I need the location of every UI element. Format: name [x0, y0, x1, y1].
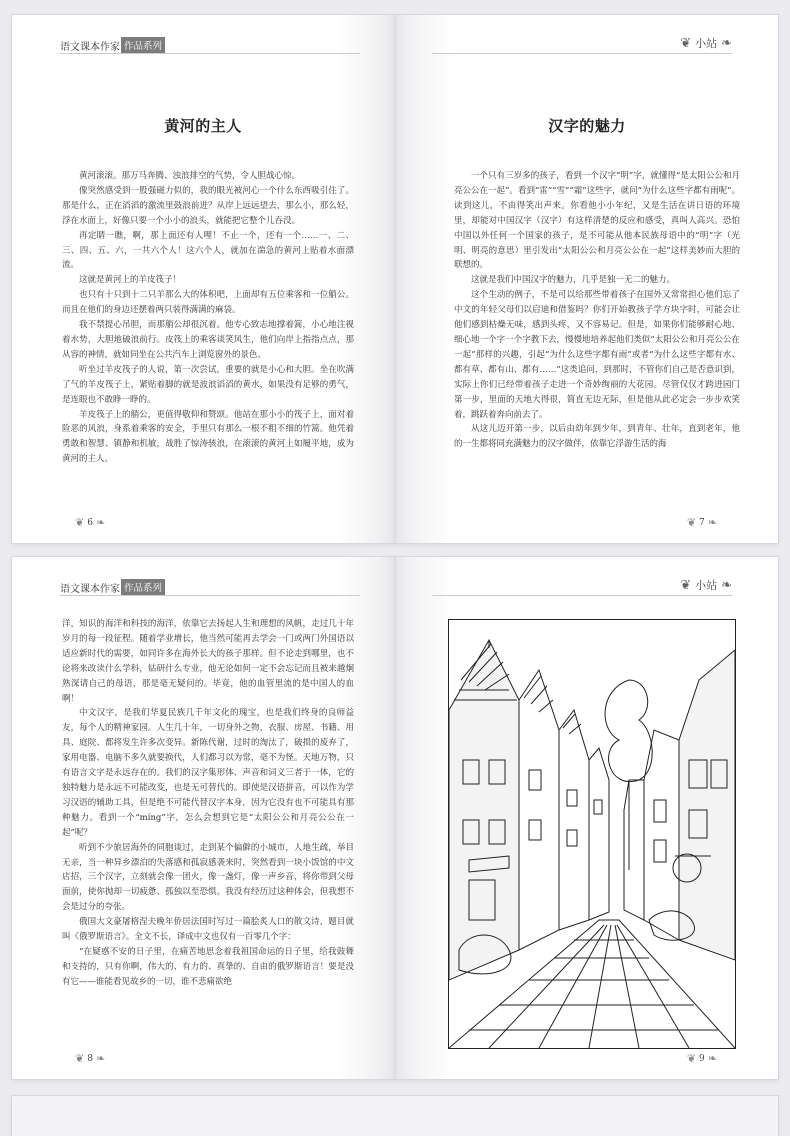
series-tag: 作品系列 [121, 37, 165, 53]
laurel-left-icon: ❦ [680, 577, 692, 593]
paragraph: 俄国大文豪屠格涅夫晚年侨居法国时写过一篇脍炙人口的散文诗，题目就叫《俄罗斯语言》。全文不长，译成中文也仅有一百零几个字： [62, 917, 354, 943]
paragraph: 洋，知识的海洋和科技的海洋，依靠它去扬起人生和理想的风帆，走过几十年岁月的每一段征程。随着学业增长，他当然可能再去学会一门或两门外国语以适应新时代的需要，如同许多在海外长大的孩子那样。但不论走到哪里，也不论将来改读什么学科，钻研什么专业，他无论如何一定不会忘记而且被来越炯熟深请自己的母语，那是毫无疑问的。毕竟，他的血管里流的是中国人的血啊！ [62, 619, 354, 704]
paragraph: 从这儿迈开第一步，以后由幼年到少年，到青年、壮年，直到老年，他的一生都将同充满魅力的汉字做伴，依靠它浮游生活的海 [454, 424, 740, 450]
series-name: 语文课本作家 [60, 41, 120, 53]
paragraph: 像突然感受到一股强磁力似的，我的眼光被河心一个什么东西吸引住了。那是什么，正在滔滔的激流里鼓浪前进？从岸上远远望去，那么小，那么轻，浮在水面上，好像只要一个小小的浪头，就能把它整个儿吞没。 [62, 185, 354, 226]
book-spread-1 [12, 15, 778, 543]
laurel-right-icon: ❧ [707, 1052, 717, 1065]
article-title: 汉字的魅力 [548, 117, 626, 135]
street-sketch-drawing [449, 620, 735, 1048]
laurel-right-icon: ❧ [721, 577, 732, 593]
corner-label-text: 小站 [695, 579, 718, 592]
page-9 [396, 557, 778, 1079]
page-number [72, 516, 108, 529]
laurel-right-icon: ❧ [721, 35, 732, 51]
paragraph: 羊皮筏子上的艄公，更值得敬仰和赞颂。他站在那小小的筏子上，面对着险恶的风浪，身系着乘客的安全，手里只有那么一根不粗不细的竹篙。他凭着勇敢和智慧、镇静和机敏，战胜了惊涛骇浪，在滚滚的黄河上如履平地，成为黄河的主人。 [62, 409, 354, 465]
page-7 [396, 15, 778, 543]
corner-label [676, 577, 736, 593]
laurel-left-icon: ❦ [686, 1052, 697, 1065]
header-rule [60, 595, 360, 596]
paragraph: 一个只有三岁多的孩子，看到一个汉字“明”字，就懂得“是太阳公公和月亮公公在一起”。看到“雷”“雪”“霜”这些字，就问“为什么这些字都有雨呢”。读到这儿，不由得笑出声来。你看他小小年纪，又是生活在讲日语的环境里，却能对中国汉字（汉字）有这样清楚的反应和感受，真叫人高兴。恐怕中国以外任何一个国家的孩子，是不可能从他本民族母语中的“明”字（光明、明亮的意思）里引发出“太阳公公和月亮公公在一起”这样美妙而大胆的联想的。 [454, 171, 740, 271]
paragraph: 这个生动的例子，不是可以给那些带着孩子在国外又常常担心他们忘了中文的年轻父母们以启迪和借鉴吗？你们开始教孩子学方块字时，可能会让他们感到枯燥无味，感到头疼，又不容易记。但是，如果你们能够耐心地、细心地一个字一个字教下去，慢慢地培养起他们类似“太阳公公和月亮公公在一起”那样的兴趣，引起“为什么这些字都有雨”或者“为什么这些字都有水、都有草、都有山、都有……”这类追问，到那时，不管你们自己是否意识到，实际上你们已经带着孩子走进一个奇妙绚丽的大花园。尽管仅仅才跨进园门第一步，里面的天地大得很，简直无边无际，但是他从此必定会一步步欢笑着，跳跃着奔向前去了。 [454, 290, 740, 420]
page-number-text: 9 [699, 1053, 705, 1064]
laurel-left-icon: ❦ [686, 516, 697, 529]
paragraph: 也只有十只到十二只羊那么大的体积吧，上面却有五位乘客和一位艄公。而且在他们的身边还摆着两只装得满满的麻袋。 [62, 290, 354, 316]
article-body [454, 169, 740, 452]
book-spread-3-partial [12, 1096, 778, 1136]
page-8 [12, 557, 394, 1079]
paragraph: “在疑惑不安的日子里，在痛苦地思念着我祖国命运的日子里，给我鼓舞和支持的，只有你啊，伟大的、有力的、真挚的、自由的俄罗斯语言！要是没有它——谁能看见故乡的一切，谁不悲痛欲绝 [62, 946, 354, 987]
page-number-text: 6 [87, 517, 93, 528]
paragraph: 黄河滚滚。那万马奔腾、浊浪排空的气势，令人胆战心惊。 [79, 171, 301, 181]
article-body [62, 169, 354, 467]
laurel-right-icon: ❧ [95, 516, 106, 529]
laurel-right-icon: ❧ [95, 1052, 106, 1065]
corner-label-text: 小站 [695, 37, 718, 50]
header-rule [432, 595, 732, 596]
laurel-left-icon: ❦ [75, 516, 85, 529]
laurel-left-icon: ❦ [75, 1052, 85, 1065]
running-header [60, 37, 165, 53]
series-name: 语文课本作家 [60, 583, 120, 595]
article-title: 黄河的主人 [164, 117, 242, 135]
page-6 [12, 15, 394, 543]
page-number-text: 8 [87, 1053, 93, 1064]
paragraph: 中文汉字，是我们华夏民族几千年文化的瑰宝，也是我们终身的良师益友，每个人的精神家园。人生几十年，一切身外之物，衣服、房屋、书籍、用具、庭院、都将发生许多次变异。新陈代谢，过时的淘汰了，破损的废弃了，家用电器、电脑不多久就要换代，人们都习以为常，毫不为怪。天地万物，只有语言文字是永远存在的。我们的汉字集形体、声音和词义三者于一体，它的独特魅力是永远不可能改变，也是无可替代的。即使是汉语拼音，可以作为学习汉语的辅助工具，但是绝不可能代替汉字本身，因为它没有也不可能具有那种魅力。看到一个“míng”字，怎么会想到它是“太阳公公和月亮公公在一起”呢？ [62, 708, 354, 838]
header-rule [432, 53, 732, 54]
paragraph: 这就是黄河上的羊皮筏子！ [79, 275, 182, 286]
article-body [62, 617, 354, 990]
series-tag: 作品系列 [121, 579, 165, 595]
laurel-right-icon: ❧ [707, 516, 717, 529]
header-rule [60, 53, 360, 54]
page-number [684, 1052, 720, 1065]
paragraph: 听到不少旅居海外的同胞谈过，走到某个偏僻的小城市，人地生疏，举目无亲，当一种异乡漂泊的失落感和孤寂感袭来时，突然看到一块小饭馆的中文店招，三个汉字，立刻就会像一团火，像一盏灯，像一声乡音，将你带到父母面前，使你抛却一切疲惫、孤独以至恐惧。我没有经历过这种体会，但我想不会是过分的夸张。 [62, 842, 354, 913]
paragraph: 听坐过羊皮筏子的人说，第一次尝试，重要的就是小心和大胆。坐在吹满了气的羊皮筏子上，紧贴着脚的就是波浪滔滔的黄水，如果没有足够的勇气，是连眼也不敢睁一睁的。 [62, 364, 354, 405]
paragraph: 再定睛一瞧，啊，那上面还有人哩！不止一个，还有一个……一、二、三、四、五、六，一共六个人！这六个人，就加在湍急的黄河上贴着水面漂流。 [62, 230, 354, 271]
corner-label [676, 35, 736, 51]
paragraph: 这就是我们中国汉字的魅力，几乎是独一无二的魅力。 [471, 275, 676, 286]
page-number-text: 7 [699, 517, 705, 528]
page-number [684, 516, 720, 529]
street-sketch-illustration [448, 619, 736, 1049]
book-spread-2 [12, 557, 778, 1079]
page-number [72, 1052, 108, 1065]
laurel-left-icon: ❦ [680, 35, 692, 51]
paragraph: 我不禁提心吊胆，而那艄公却很沉着。他专心致志地撑着篙，小心地注视着水势，大胆地破浪前行。皮筏上的乘客谈笑风生，他们向岸上指指点点，那从容的神情，就如同坐在公共汽车上浏览窗外的景色。 [62, 320, 354, 360]
running-header [60, 579, 165, 595]
